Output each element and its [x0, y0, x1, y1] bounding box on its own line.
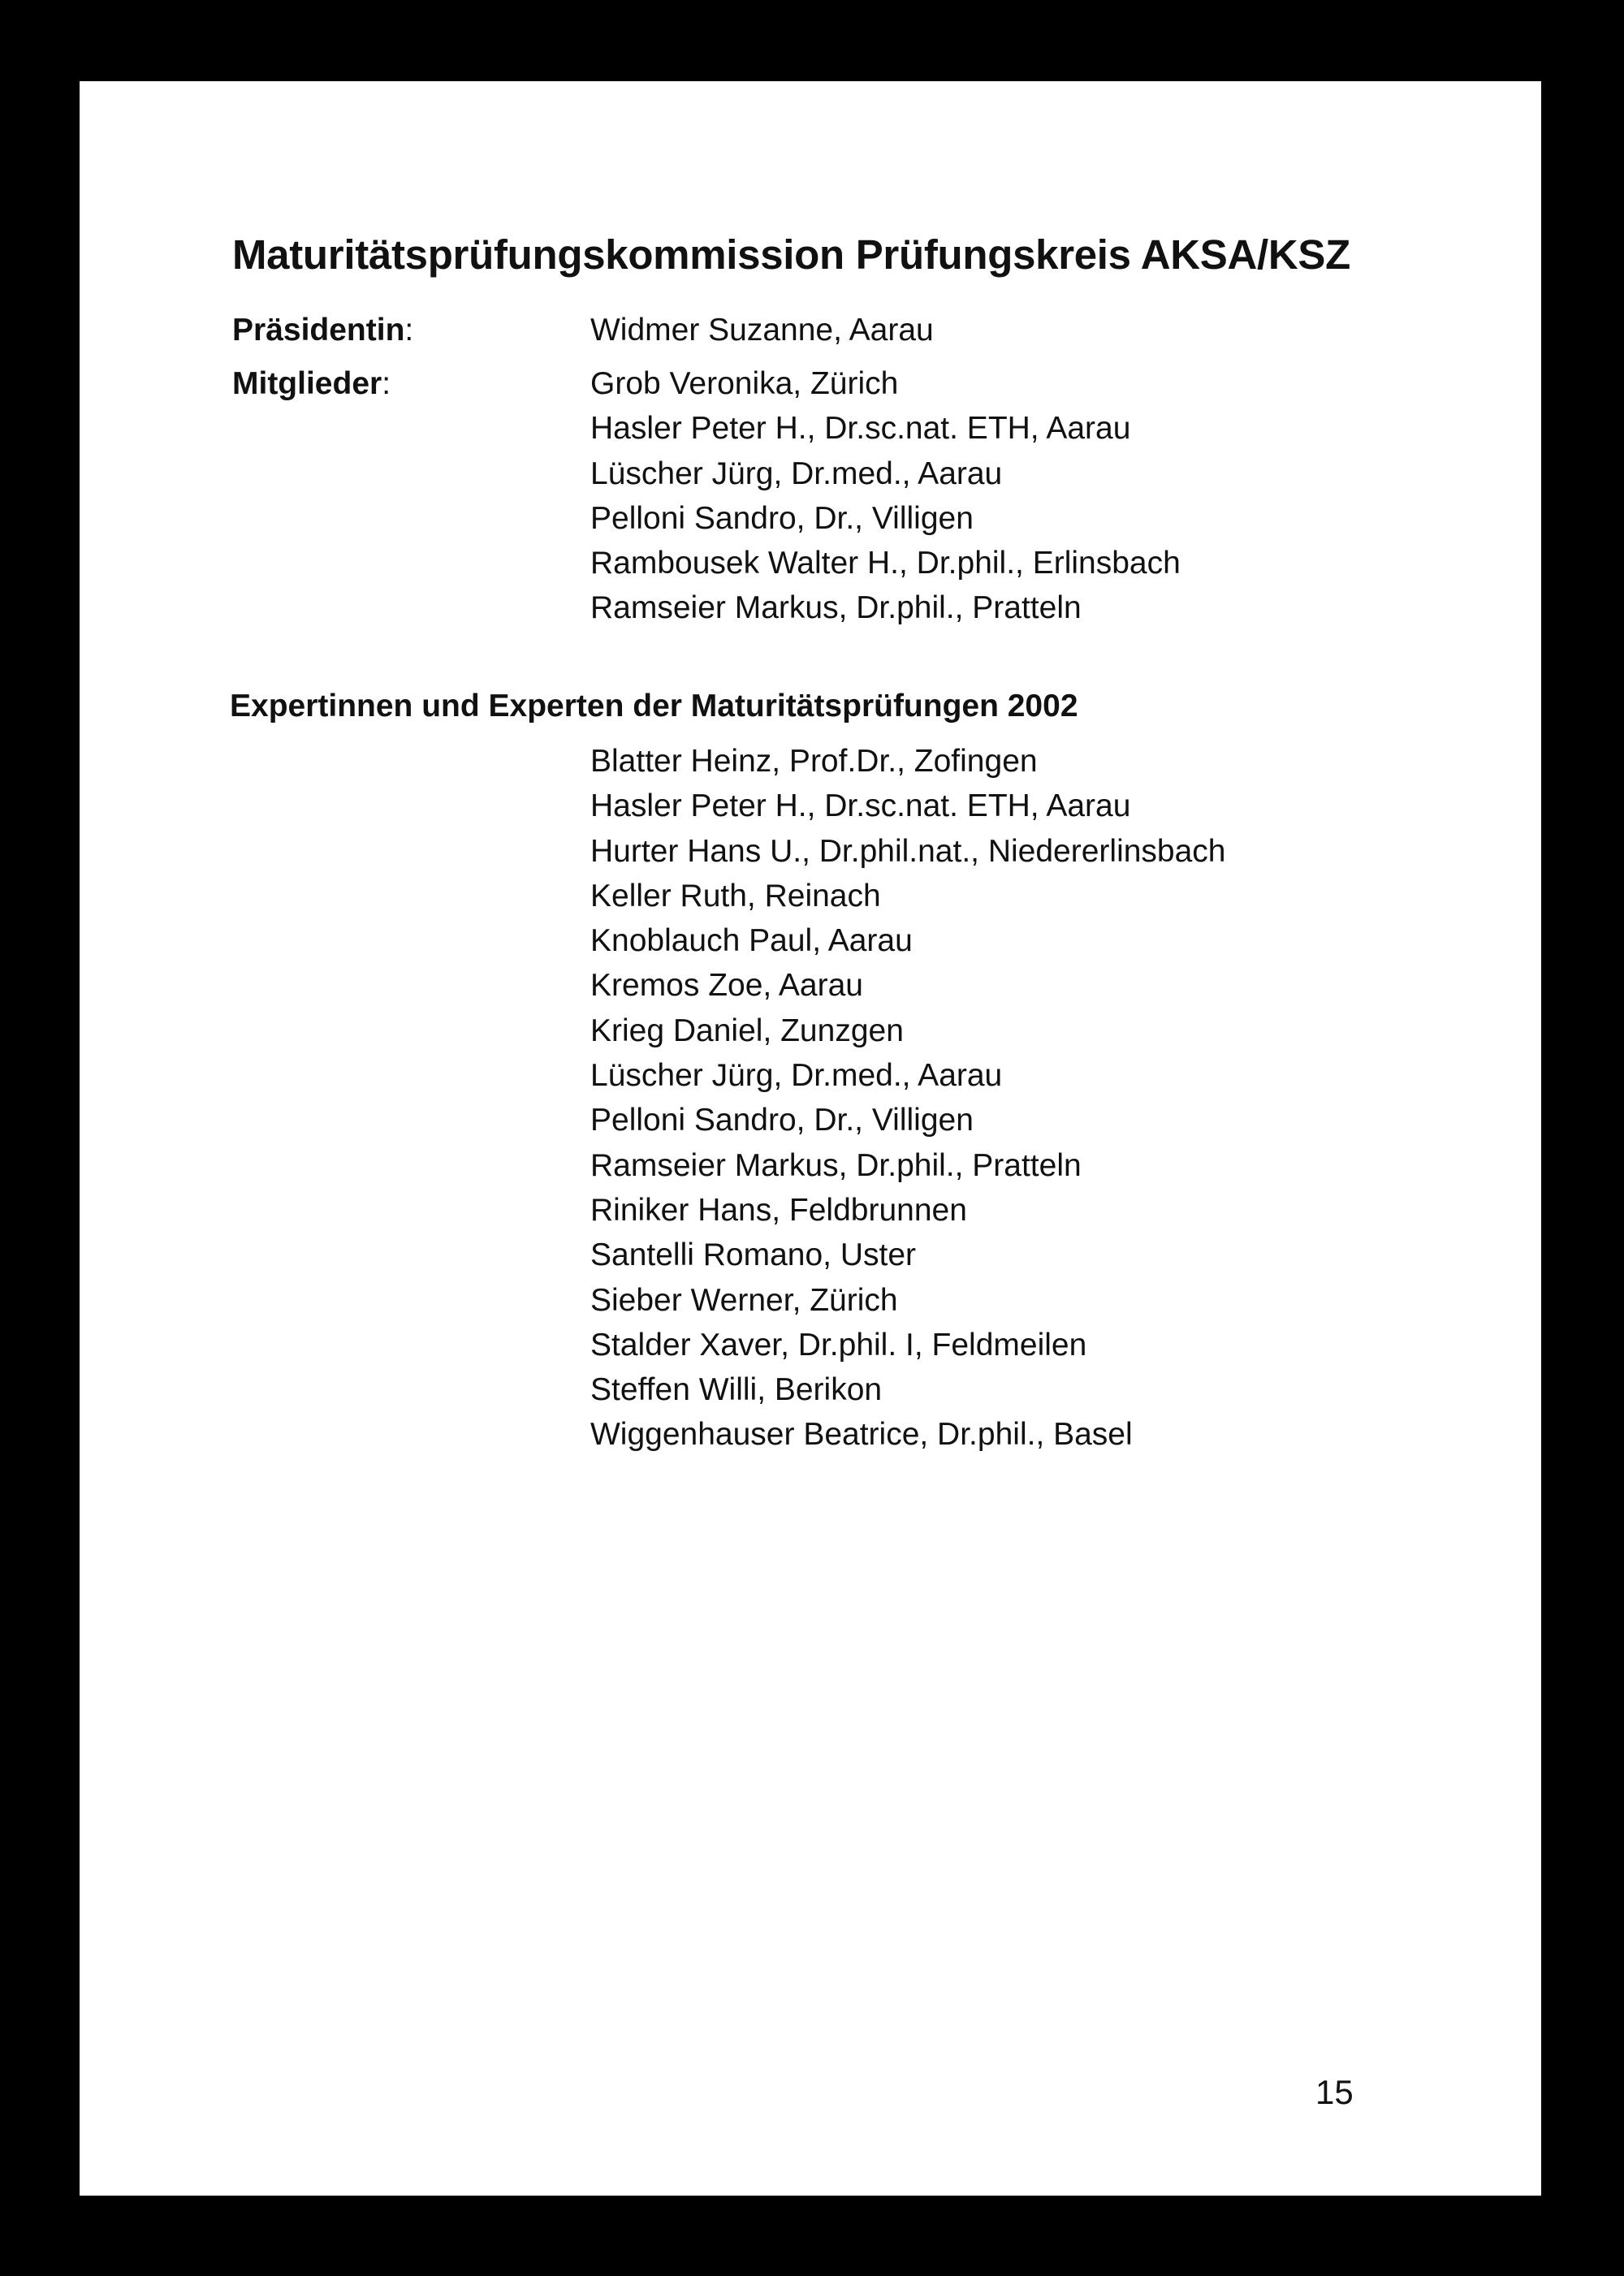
- member-name: Grob Veronika, Zürich: [590, 366, 899, 401]
- member-name: Rambousek Walter H., Dr.phil., Erlinsbach: [590, 546, 1181, 581]
- expert-name: Lüscher Jürg, Dr.med., Aarau: [590, 1058, 1003, 1094]
- member-name: Ramseier Markus, Dr.phil., Pratteln: [590, 590, 1082, 626]
- expert-name: Riniker Hans, Feldbrunnen: [590, 1192, 967, 1228]
- expert-name: Knoblauch Paul, Aarau: [590, 923, 913, 959]
- member-name: Hasler Peter H., Dr.sc.nat. ETH, Aarau: [590, 411, 1131, 447]
- president-label-colon: :: [404, 313, 414, 348]
- expert-name: Stalder Xaver, Dr.phil. I, Feldmeilen: [590, 1327, 1087, 1363]
- president-label: [232, 313, 413, 348]
- members-label: [232, 366, 391, 402]
- expert-name: Sieber Werner, Zürich: [590, 1282, 898, 1318]
- president-label-text: Präsidentin: [232, 313, 405, 348]
- members-label-colon: :: [382, 366, 391, 401]
- member-name: Lüscher Jürg, Dr.med., Aarau: [590, 456, 1003, 491]
- experts-list: [590, 739, 1226, 1458]
- document-title: Maturitätsprüfungskommission Prüfungskreis AKSA/KSZ: [232, 231, 1350, 278]
- expert-name: Ramseier Markus, Dr.phil., Pratteln: [590, 1147, 1082, 1183]
- experts-heading: Expertinnen und Experten der Maturitätsprüfungen 2002: [230, 689, 1078, 723]
- expert-name: Steffen Willi, Berikon: [590, 1372, 883, 1408]
- expert-name: Keller Ruth, Reinach: [590, 878, 881, 913]
- expert-name: Blatter Heinz, Prof.Dr., Zofingen: [590, 744, 1038, 779]
- expert-name: Santelli Romano, Uster: [590, 1237, 917, 1273]
- president-name: Widmer Suzanne, Aarau: [590, 313, 934, 348]
- expert-name: Pelloni Sandro, Dr., Villigen: [590, 1103, 974, 1138]
- member-name: Pelloni Sandro, Dr., Villigen: [590, 500, 974, 536]
- page-number: 15: [1315, 2073, 1354, 2111]
- expert-name: Wiggenhauser Beatrice, Dr.phil., Basel: [590, 1417, 1133, 1453]
- members-list: [590, 361, 1181, 631]
- expert-name: Kremos Zoe, Aarau: [590, 968, 863, 1004]
- expert-name: Hurter Hans U., Dr.phil.nat., Niedererlinsbach: [590, 833, 1226, 869]
- expert-name: Hasler Peter H., Dr.sc.nat. ETH, Aarau: [590, 788, 1131, 824]
- members-label-text: Mitglieder: [232, 366, 382, 401]
- president-list: [590, 308, 934, 352]
- expert-name: Krieg Daniel, Zunzgen: [590, 1013, 904, 1048]
